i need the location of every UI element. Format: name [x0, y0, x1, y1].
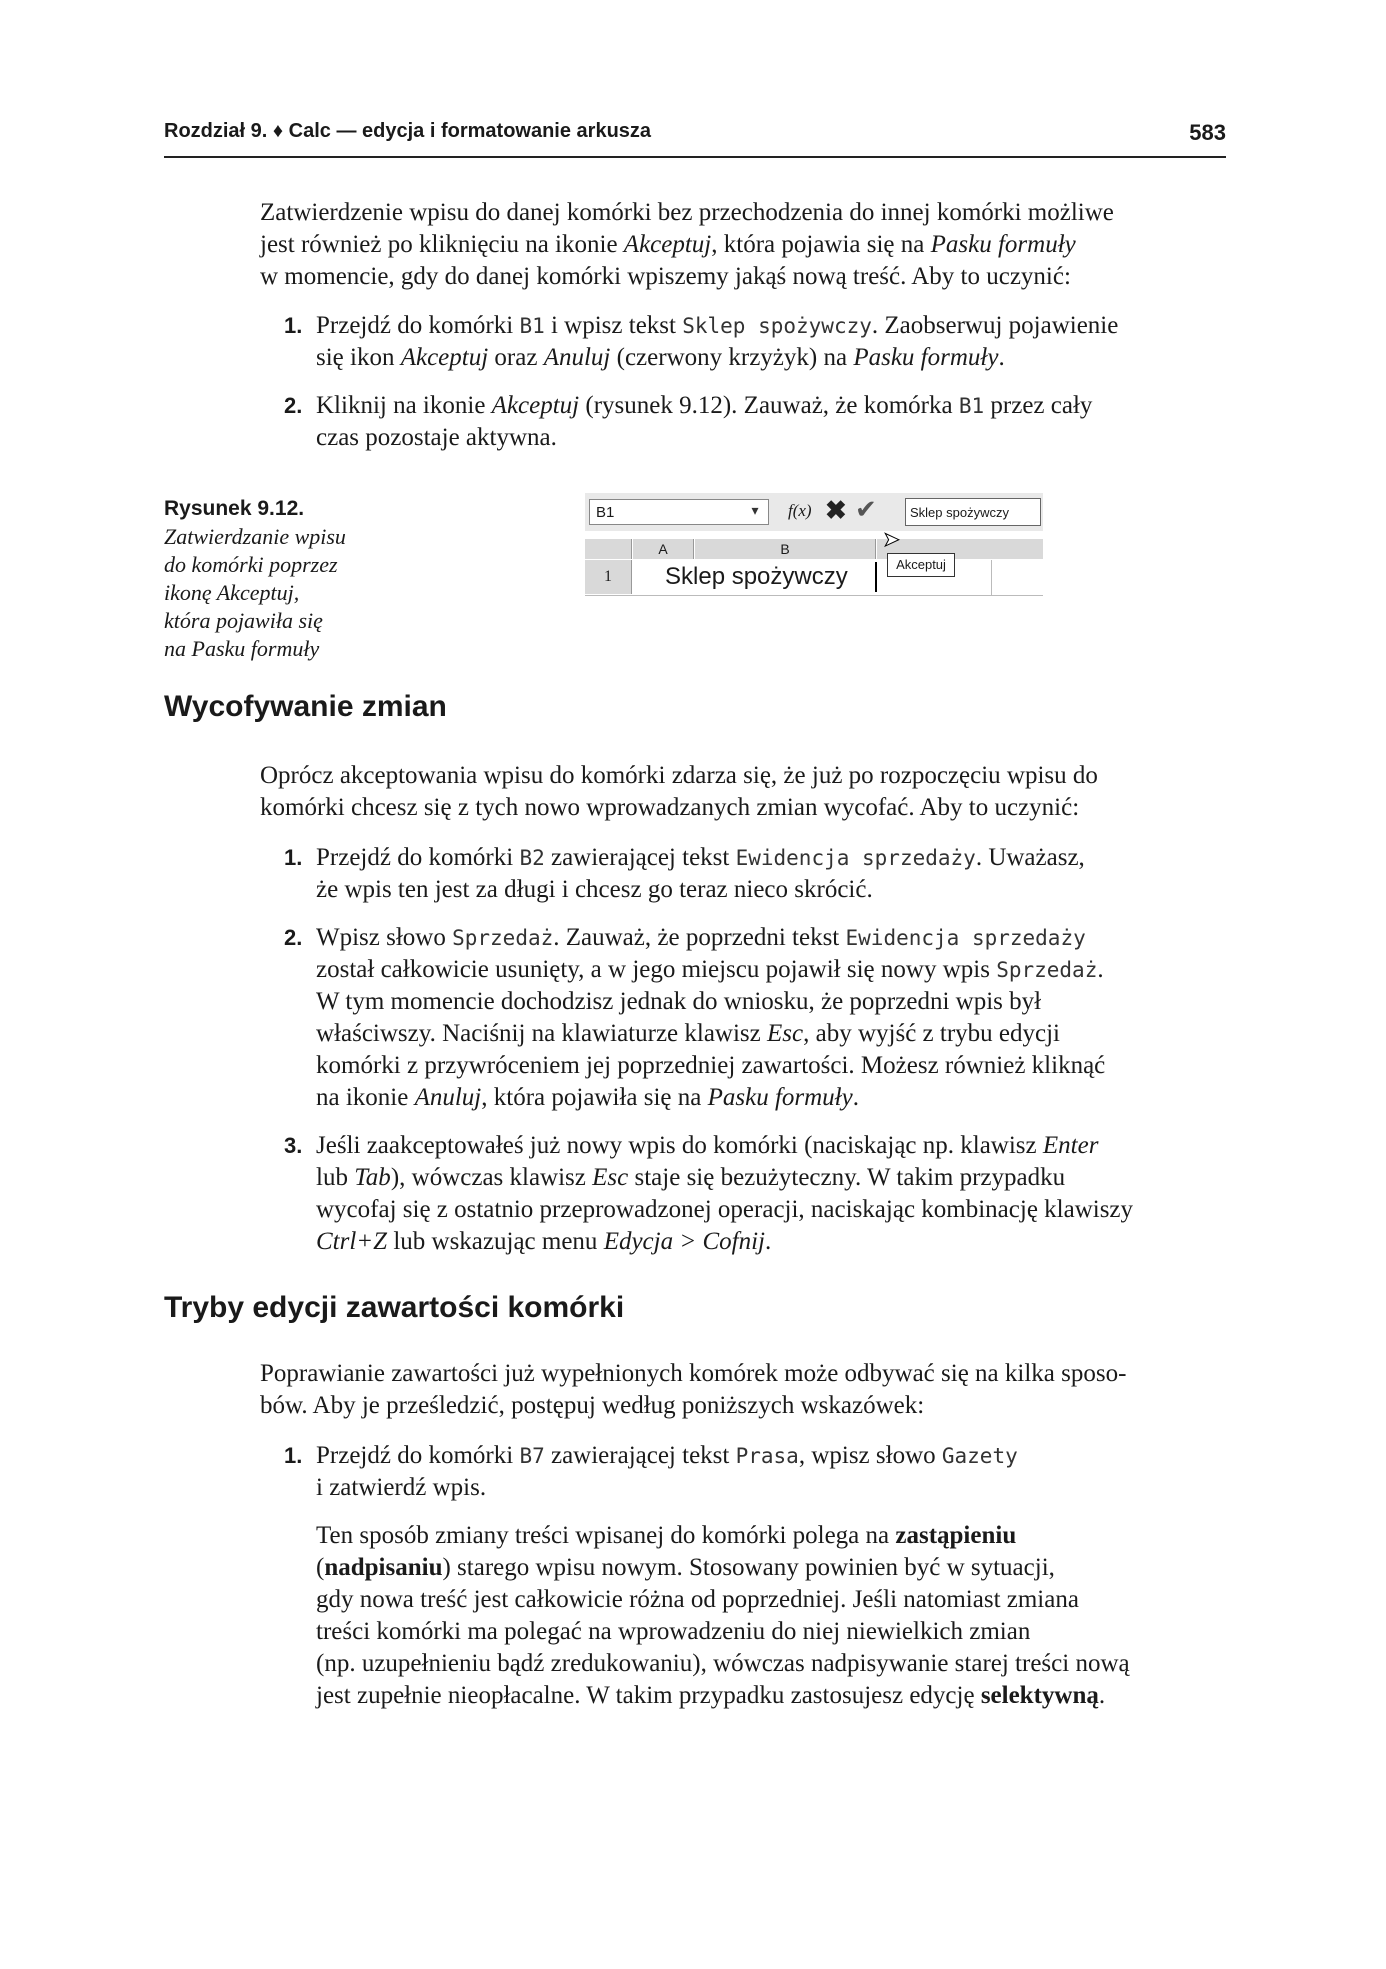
text-span: . Zauważ, że poprzedni tekst: [553, 924, 846, 951]
text-span: .: [764, 1228, 772, 1255]
text-line: w momencie, gdy do danej komórki wpiszemy jakąś nową treść. Aby to uczynić:: [260, 263, 1071, 290]
step-number: 2.: [284, 393, 303, 418]
text-span: , która pojawiła się na: [481, 1084, 708, 1111]
chapter-title: Rozdział 9. ♦ Calc — edycja i formatowanie arkusza: [164, 120, 652, 142]
text-span: W tym momencie dochodzisz jednak do wniosku, że poprzedni wpis był: [316, 988, 1042, 1015]
text-span: oraz: [488, 344, 544, 371]
running-head: [164, 120, 1226, 158]
text-span: lub: [316, 1164, 355, 1191]
row-header-1[interactable]: 1: [585, 560, 632, 594]
term-pasek-formuly: Pasku formuły: [930, 231, 1076, 258]
code-text: Ewidencja sprzedaży: [735, 846, 976, 870]
text-span: jest również po kliknięciu na ikonie: [260, 231, 624, 258]
text-span: się ikon: [316, 344, 401, 371]
term-tab: Tab: [354, 1164, 391, 1191]
text-span: właściwszy. Naciśnij na klawiaturze klawisz: [316, 1020, 768, 1047]
term-anuluj: Anuluj: [414, 1084, 482, 1111]
text-span: jest zupełnie nieopłacalne. W takim przypadku zastosujesz edycję: [316, 1682, 981, 1709]
text-span: , która pojawia się na: [711, 231, 931, 258]
term-anuluj: Anuluj: [543, 344, 611, 371]
step-number: 1.: [284, 845, 303, 870]
corner-cell[interactable]: [585, 539, 632, 559]
term-selektywna: selektywną: [980, 1682, 1099, 1709]
text-span: i wpisz tekst: [544, 312, 683, 339]
term-pasek-formuly: Pasku formuły: [853, 344, 999, 371]
text-span: Przejdź do komórki: [316, 1442, 520, 1469]
code-text: Ewidencja sprzedaży: [845, 926, 1086, 950]
text-line: Zatwierdzenie wpisu do danej komórki bez przechodzenia do innej komórki możliwe: [260, 199, 1114, 226]
text-span: zawierającej tekst: [544, 844, 736, 871]
text-span: (czerwony krzyżyk) na: [610, 344, 854, 371]
text-line: komórki chcesz się z tych nowo wprowadzanych zmian wycofać. Aby to uczynić:: [260, 794, 1080, 821]
term-nadpisaniu: nadpisaniu: [324, 1554, 443, 1581]
code-text: Gazety: [941, 1444, 1018, 1468]
code-text: Prasa: [735, 1444, 799, 1468]
text-line: Poprawianie zawartości już wypełnionych komórek może odbywać się na kilka sposo-: [260, 1360, 1127, 1387]
chevron-down-icon[interactable]: ▾: [751, 504, 759, 519]
code-text: Sprzedaż: [996, 958, 1098, 982]
text-span: ) starego wpisu nowym. Stosowany powinien być w sytuacji,: [442, 1554, 1055, 1581]
caption-line: Zatwierdzanie wpisu: [164, 524, 346, 549]
text-line: treści komórki ma polegać na wprowadzeniu do niej niewielkich zmian: [316, 1618, 1031, 1645]
section2-note: [316, 1520, 1196, 1712]
text-span: że wpis ten jest za długi i chcesz go teraz nieco skrócić.: [316, 876, 873, 903]
tooltip-akceptuj: Akceptuj: [887, 553, 955, 577]
cancel-icon[interactable]: ✖: [825, 496, 847, 525]
text-span: przez cały: [984, 392, 1093, 419]
term-esc: Esc: [592, 1164, 629, 1191]
caption-line: na Pasku formuły: [164, 636, 320, 661]
text-span: zawierającej tekst: [544, 1442, 736, 1469]
text-span: Przejdź do komórki: [316, 844, 520, 871]
text-span: .: [852, 1084, 859, 1111]
term-enter: Enter: [1042, 1132, 1099, 1159]
text-cursor: [875, 562, 877, 592]
text-span: (: [316, 1554, 325, 1581]
term-edycja-cofnij: Edycja > Cofnij: [603, 1228, 765, 1255]
text-span: .: [998, 344, 1005, 371]
text-line: (np. uzupełnieniu bądź zredukowaniu), wówczas nadpisywanie starej treści nową: [316, 1650, 1130, 1677]
formula-bar: [585, 493, 1043, 531]
grid-line: [585, 595, 1043, 596]
section-heading: Tryby edycji zawartości komórki: [164, 1291, 625, 1324]
step-number: 3.: [284, 1133, 303, 1158]
page-number: 583: [1189, 120, 1226, 145]
caption-line: do komórki poprzez: [164, 552, 338, 577]
text-span: , aby wyjść z trybu edycji: [803, 1020, 1060, 1047]
text-span: na ikonie: [316, 1084, 415, 1111]
text-span: Kliknij na ikonie: [316, 392, 492, 419]
figure-screenshot: [585, 493, 1043, 603]
text-span: Jeśli zaakceptowałeś już nowy wpis do komórki (naciskając np. klawisz: [316, 1132, 1043, 1159]
text-span: (rysunek 9.12). Zauważ, że komórka: [579, 392, 959, 419]
step-number: 1.: [284, 313, 303, 338]
grid-line: [991, 560, 992, 595]
text-span: Przejdź do komórki: [316, 312, 520, 339]
term-ctrl-z: Ctrl+Z: [316, 1228, 388, 1255]
text-span: Ten sposób zmiany treści wpisanej do komórki polega na: [316, 1522, 896, 1549]
accept-icon[interactable]: ✔: [855, 495, 877, 524]
text-line: gdy nowa treść jest całkowicie różna od poprzedniej. Jeśli natomiast zmiana: [316, 1586, 1079, 1613]
formula-input[interactable]: Sklep spożywczy: [905, 498, 1041, 526]
figure-label: Rysunek 9.12.: [164, 497, 305, 520]
text-span: . Uważasz,: [975, 844, 1085, 871]
caption-line: która pojawiła się: [164, 608, 323, 633]
text-span: lub wskazując menu: [387, 1228, 604, 1255]
code-cell-ref: B1: [519, 314, 545, 338]
text-span: i zatwierdź wpis.: [316, 1474, 487, 1501]
column-header-a[interactable]: A: [633, 539, 694, 559]
term-akceptuj: Akceptuj: [623, 231, 712, 258]
mouse-pointer-icon: ➤: [883, 529, 900, 551]
code-cell-ref: B1: [958, 394, 985, 418]
figure-caption: [164, 495, 404, 663]
text-span: Wpisz słowo: [316, 924, 453, 951]
text-span: .: [1098, 1682, 1106, 1709]
text-line: Oprócz akceptowania wpisu do komórki zdarza się, że już po rozpoczęciu wpisu do: [260, 762, 1098, 789]
caption-line: ikonę Akceptuj,: [164, 580, 300, 605]
text-span: , wpisz słowo: [798, 1442, 942, 1469]
code-text: Sklep spożywczy: [682, 314, 872, 338]
term-esc: Esc: [767, 1020, 804, 1047]
name-box[interactable]: B1: [589, 499, 769, 525]
term-pasek-formuly: Pasku formuły: [707, 1084, 853, 1111]
cell-b1[interactable]: Sklep spożywczy: [665, 563, 848, 590]
function-wizard-icon[interactable]: f(x): [788, 501, 812, 520]
section1-paragraph: [260, 760, 1226, 824]
section-heading: Wycofywanie zmian: [164, 690, 447, 723]
text-span: . Zaobserwuj pojawienie: [871, 312, 1119, 339]
text-span: został całkowicie usunięty, a w jego miejscu pojawił się nowy wpis: [316, 956, 997, 983]
step-number: 2.: [284, 925, 303, 950]
text-span: staje się bezużyteczny. W takim przypadku: [628, 1164, 1066, 1191]
text-span: wycofaj się z ostatnio przeprowadzonej operacji, naciskając kombinację klawiszy: [316, 1196, 1134, 1223]
figure-caption-text: [164, 523, 404, 663]
code-cell-ref: B2: [519, 846, 545, 870]
text-line: bów. Aby je prześledzić, postępuj według poniższych wskazówek:: [260, 1392, 925, 1419]
column-header-b[interactable]: B: [695, 539, 876, 559]
code-text: Sprzedaż: [452, 926, 554, 950]
term-zastapieniu: zastąpieniu: [895, 1522, 1017, 1549]
code-cell-ref: B7: [519, 1444, 545, 1468]
step-number: 1.: [284, 1443, 303, 1468]
intro-paragraph: [260, 197, 1226, 293]
text-span: .: [1097, 956, 1104, 983]
text-span: czas pozostaje aktywna.: [316, 424, 557, 451]
text-span: ), wówczas klawisz: [390, 1164, 593, 1191]
term-akceptuj: Akceptuj: [400, 344, 489, 371]
term-akceptuj: Akceptuj: [491, 392, 580, 419]
text-span: komórki z przywróceniem jej poprzedniej zawartości. Możesz również kliknąć: [316, 1052, 1106, 1079]
section2-paragraph: [260, 1358, 1226, 1422]
